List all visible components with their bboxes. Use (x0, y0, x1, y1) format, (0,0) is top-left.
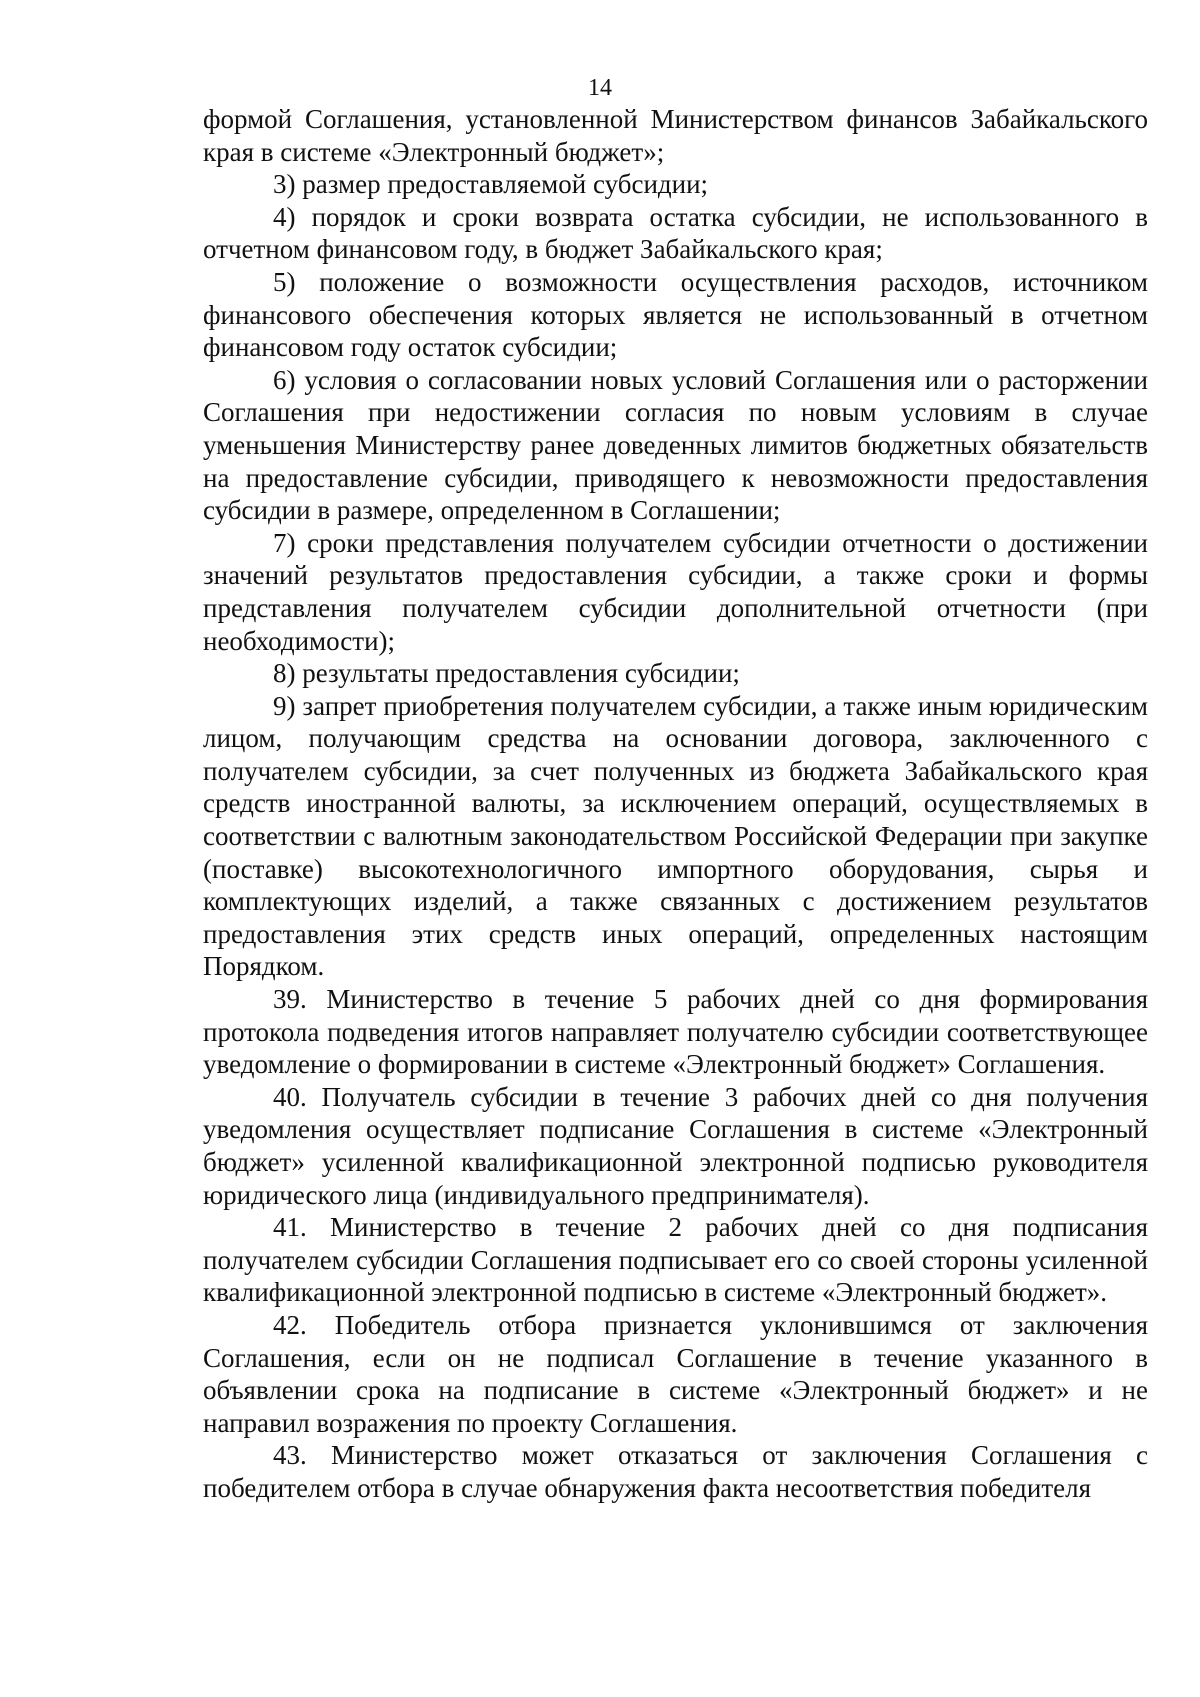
paragraph-item-5: 5) положение о возможности осуществления расходов, источником финансового обеспечения которых является не использованный в отчетном финансовом году остаток субсидии; (203, 266, 1148, 363)
paragraph-item-4: 4) порядок и сроки возврата остатка субсидии, не использованного в отчетном финансовом году, в бюджет Забайкальского края; (203, 201, 1148, 265)
paragraph-clause-42: 42. Победитель отбора признается уклонившимся от заключения Соглашения, если он не подписал Соглашение в течение указанного в объявлении срока на подписание в системе «Электронный бюджет» и не направил возражения по проекту Соглашения. (203, 1309, 1148, 1438)
paragraph-clause-43: 43. Министерство может отказаться от заключения Соглашения с победителем отбора в случае обнаружения факта несоответствия победителя (203, 1440, 1148, 1503)
paragraph-item-6: 6) условия о согласовании новых условий Соглашения или о расторжении Соглашения при недостижении согласия по новым условиям в случае уменьшения Министерству ранее доведенных лимитов бюджетных обязательств на предоставление субсидии, приводящего к невозможности предоставления субсидии в размере, определенном в Соглашении; (203, 364, 1148, 526)
paragraph-clause-41: 41. Министерство в течение 2 рабочих дней со дня подписания получателем субсидии Соглашения подписывает его со своей стороны усиленной квалификационной электронной подписью в системе «Электронный бюджет». (203, 1212, 1148, 1308)
paragraph-item-8: 8) результаты предоставления субсидии; (273, 658, 740, 689)
page-number: 14 (588, 75, 612, 101)
paragraph-clause-39: 39. Министерство в течение 5 рабочих дней со дня формирования протокола подведения итогов направляет получателю субсидии соответствующее уведомление о формировании в системе «Электронный бюджет» Соглашения. (203, 984, 1148, 1080)
paragraph-continuation: формой Соглашения, установленной Министерством финансов Забайкальского края в системе «Электронный бюджет»; (203, 104, 1148, 167)
paragraph-item-7: 7) сроки представления получателем субсидии отчетности о достижении значений результатов предоставления субсидии, а также сроки и формы представления получателем субсидии дополнительной отчетности (при необходимости); (203, 527, 1148, 656)
document-body (203, 103, 1148, 1505)
paragraph-clause-40: 40. Получатель субсидии в течение 3 рабочих дней со дня получения уведомления осуществляет подписание Соглашения в системе «Электронный бюджет» усиленной квалификационной электронной подписью руководителя юридического лица (индивидуального предпринимателя). (203, 1081, 1148, 1210)
paragraph-item-9: 9) запрет приобретения получателем субсидии, а также иным юридическим лицом, получающим средства на основании договора, заключенного с получателем субсидии, за счет полученных из бюджета Забайкальского края средств иностранной валюты, за исключением операций, осуществляемых в соответствии с валютным законодательством Российской Федерации при закупке (поставке) высокотехнологичного импортного оборудования, сырья и комплектующих изделий, а также связанных с достижением результатов предоставления этих средств иных операций, определенных настоящим Порядком. (203, 690, 1148, 982)
paragraph-item-3: 3) размер предоставляемой субсидии; (273, 169, 709, 200)
